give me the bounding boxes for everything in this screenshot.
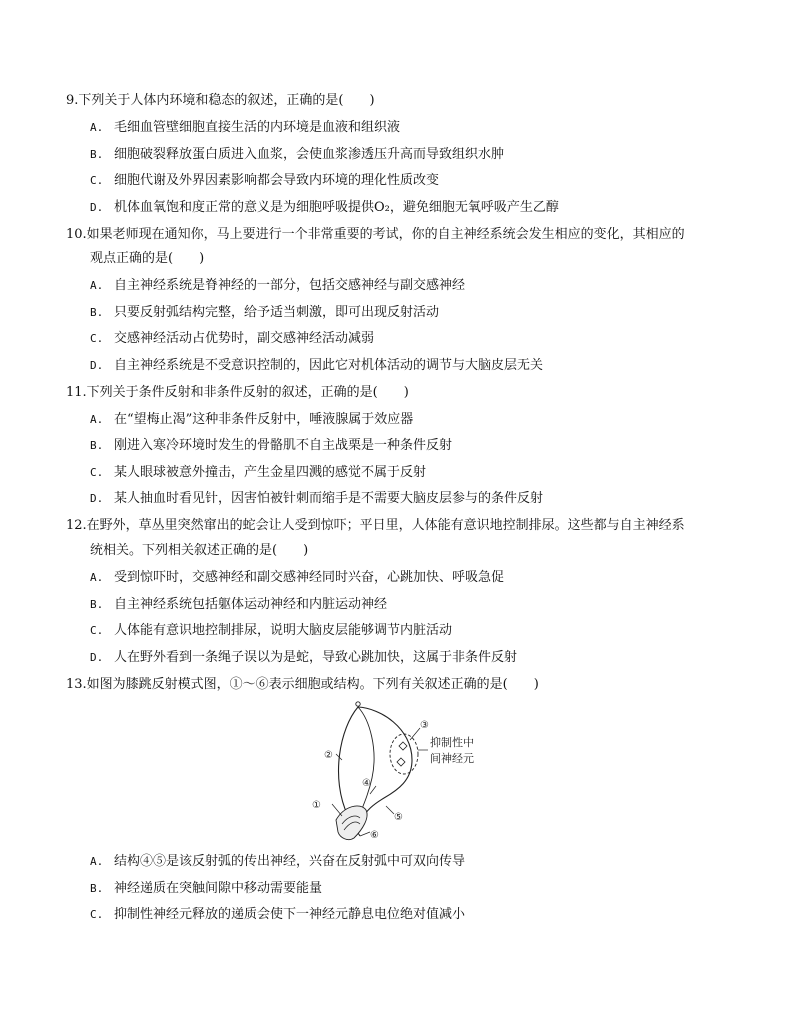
option-text: 只要反射弧结构完整，给予适当刺激，即可出现反射活动 [114, 305, 440, 320]
option-label: A. [90, 279, 104, 292]
option-label: D. [90, 201, 104, 214]
question-9-option-c [90, 172, 439, 190]
option-text: 受到惊吓时，交感神经和副交感神经同时兴奋，心跳加快、呼吸急促 [114, 570, 505, 585]
leader-line [360, 832, 370, 836]
question-11-option-b [90, 437, 452, 455]
leader-line [410, 728, 420, 740]
option-text: 交感神经活动占优势时，副交感神经活动减弱 [114, 331, 375, 346]
option-label: D. [90, 651, 104, 664]
option-text: 在“望梅止渴”这种非条件反射中，唾液腺属于效应器 [114, 412, 414, 427]
question-12-option-b [90, 596, 387, 614]
option-label: B. [90, 439, 104, 452]
option-label: C. [90, 908, 104, 921]
option-text: 自主神经系统是脊神经的一部分，包括交感神经与副交感神经 [114, 278, 466, 293]
question-9-option-d [90, 199, 559, 217]
leader-line [332, 804, 342, 816]
option-label: C. [90, 332, 104, 345]
question-12-stem-line1: 12.在野外，草丛里突然窜出的蛇会让人受到惊吓；平日里，人体能有意识地控制排尿。这些都与自主神经系 [66, 518, 685, 533]
question-10-stem-line2: 观点正确的是( ) [90, 251, 205, 266]
option-text: 结构④⑤是该反射弧的传出神经，兴奋在反射弧中可双向传导 [114, 854, 466, 869]
option-text: 神经递质在突触间隙中移动需要能量 [114, 881, 323, 896]
option-label: A. [90, 855, 104, 868]
question-10-option-d [90, 357, 543, 375]
diagram-label-3: ③ [420, 720, 429, 731]
interneuron-annotation-line1: 抑制性中 [430, 736, 474, 749]
option-label: B. [90, 598, 104, 611]
question-12-option-a [90, 569, 504, 587]
question-13-stem: 13.如图为膝跳反射模式图，①～⑥表示细胞或结构。下列有关叙述正确的是( ) [66, 677, 539, 692]
diagram-label-2: ② [324, 750, 333, 761]
question-10-option-a [90, 277, 465, 295]
option-text: 细胞破裂释放蛋白质进入血浆，会使血浆渗透压升高而导致组织水肿 [114, 147, 505, 162]
knee-jerk-reflex-diagram [300, 698, 500, 848]
question-12-stem-line2: 统相关。下列相关叙述正确的是( ) [90, 543, 309, 558]
option-label: B. [90, 306, 104, 319]
question-11-option-c [90, 464, 426, 482]
synapse-icon [399, 742, 407, 750]
question-11-stem: 11.下列关于条件反射和非条件反射的叙述，正确的是( ) [66, 385, 409, 400]
option-text: 自主神经系统包括躯体运动神经和内脏运动神经 [114, 597, 388, 612]
option-label: C. [90, 174, 104, 187]
option-label: D. [90, 492, 104, 505]
question-10-option-b [90, 304, 439, 322]
question-12-option-d [90, 649, 517, 667]
option-text: 毛细血管壁细胞直接生活的内环境是血液和组织液 [114, 120, 401, 135]
option-text: 人体能有意识地控制排尿，说明大脑皮层能够调节内脏活动 [114, 623, 453, 638]
option-label: D. [90, 359, 104, 372]
question-13-option-a [90, 853, 465, 871]
question-9-option-a [90, 119, 400, 137]
option-label: C. [90, 466, 104, 479]
option-text: 某人眼球被意外撞击，产生金星四溅的感觉不属于反射 [114, 465, 427, 480]
question-11-option-a [90, 411, 413, 429]
question-13-option-c [90, 906, 465, 924]
question-10-option-c [90, 330, 374, 348]
question-9-stem: 9.下列关于人体内环境和稳态的叙述，正确的是( ) [66, 93, 375, 108]
option-text: 某人抽血时看见针，因害怕被针刺而缩手是不需要大脑皮层参与的条件反射 [114, 491, 544, 506]
diagram-label-6: ⑥ [370, 830, 379, 841]
efferent-nerve [358, 707, 412, 822]
question-10-stem-line1: 10.如果老师现在通知你，马上要进行一个非常重要的考试，你的自主神经系统会发生相应的变化，其相应的 [66, 227, 685, 242]
diagram-label-5: ⑤ [394, 812, 403, 823]
question-9-option-b [90, 146, 504, 164]
option-text: 刚进入寒冷环境时发生的骨骼肌不自主战栗是一种条件反射 [114, 438, 453, 453]
option-label: B. [90, 148, 104, 161]
option-label: A. [90, 121, 104, 134]
synapse-icon [397, 758, 405, 766]
option-label: A. [90, 571, 104, 584]
diagram-label-1: ① [312, 800, 321, 811]
question-11-option-d [90, 490, 543, 508]
interneuron-annotation-line2: 间神经元 [430, 752, 474, 765]
option-text: 机体血氧饱和度正常的意义是为细胞呼吸提供O₂，避免细胞无氧呼吸产生乙醇 [114, 200, 559, 215]
option-text: 人在野外看到一条绳子误以为是蛇，导致心跳加快，这属于非条件反射 [114, 650, 518, 665]
interneuron-circle [390, 734, 418, 774]
option-label: B. [90, 882, 104, 895]
question-12-option-c [90, 622, 452, 640]
option-text: 自主神经系统是不受意识控制的，因此它对机体活动的调节与大脑皮层无关 [114, 358, 544, 373]
question-13-option-b [90, 880, 322, 898]
option-text: 抑制性神经元释放的递质会使下一神经元静息电位绝对值减小 [114, 907, 466, 922]
spinal-marker-icon [356, 702, 360, 706]
leader-line [386, 806, 394, 814]
option-label: C. [90, 624, 104, 637]
option-label: A. [90, 413, 104, 426]
option-text: 细胞代谢及外界因素影响都会导致内环境的理化性质改变 [114, 173, 440, 188]
diagram-label-4: ④ [362, 778, 371, 789]
